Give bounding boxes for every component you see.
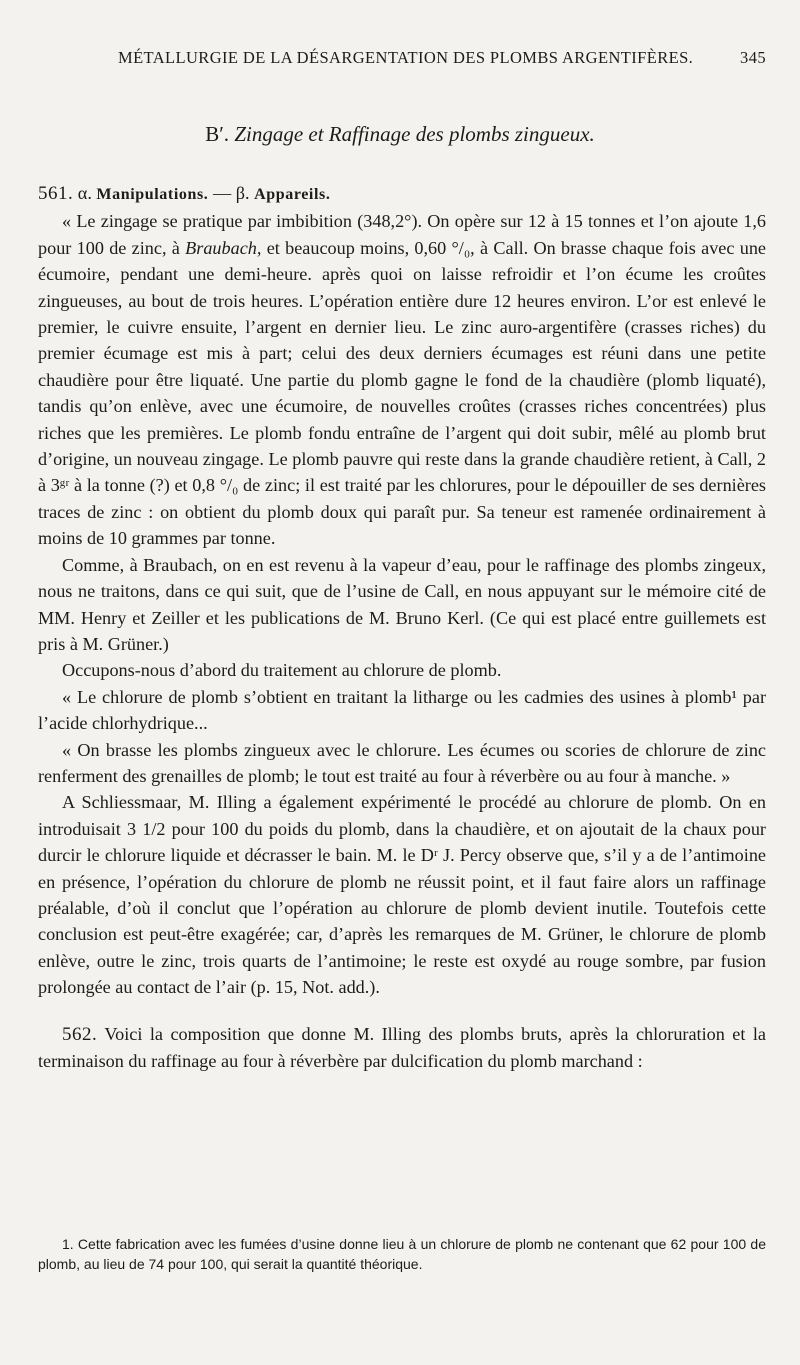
paragraph-text: et beaucoup moins, 0,60 °/₀, à Call. On brasse chaque fois avec une écumoire, pendant une demi-heure. après quoi on laisse refroidir et l’on écume les croûtes zingueuses, au bout de trois heures. L’opération entière dure 12 heures environ. L’or est enlevé le premier, le cuivre ensuite, l’argent en dernier lieu. Le zinc auro-argentifère (crasses riches) du premier écumage est mis à part; celui des deux derniers écumages est réuni dans une petite chaudière pour être liquaté. Une partie du plomb gagne le fond de la chaudière (plomb liquaté), tandis qu’on enlève, avec une écumoire, de nouvelles croûtes (crasses riches concentrées) plus riches que les premières. Le plomb fondu entraîne de l’argent qui doit subir, mêlé au plomb brut d’origine, un nouveau zingage. Le plomb pauvre qui reste dans la grande chaudière retient, à Call, 2 à 3ᵍʳ à la tonne (?) et 0,8 °/₀ de zinc; il est traité par les chlorures, pour le dépouiller de ses dernières traces de zinc : on obtient du plomb doux qui paraît pur. Sa teneur est ramenée ordinairement à moins de 10 grammes par tonne. — [38, 237, 766, 549]
paragraph-number: 561. — [38, 183, 74, 204]
section-letter: B′. — [205, 122, 230, 146]
subheading-manipulations: Manipulations. — [96, 186, 209, 203]
paragraph-561-heading — [38, 180, 766, 208]
paragraph-number: 562. — [62, 1023, 98, 1045]
paragraph-562 — [38, 1021, 766, 1075]
paragraph-zingage — [38, 208, 766, 551]
paragraph-schliessmaar: A Schliessmaar, M. Illing a également expérimenté le procédé au chlorure de plomb. On en introduisait 3 1/2 pour 100 du poids du plomb, dans la chaudière, et on ajoutait de la chaux pour durcir le chlorure liquide et décrasser le bain. M. le Dʳ J. Percy observe que, s’il y a de l’antimoine en présence, l’opération du chlorure de plomb ne réussit point, et il faut faire alors un raffinage préalable, d’où il conclut que l’opération au chlorure de plomb devient inutile. Toutefois cette conclusion est peut-être exagérée; car, d’après les remarques de M. Grüner, le chlorure de plomb enlève, outre le zinc, trois quarts de l’antimoine; le reste est oxydé au rouge sombre, par fusion prolongée au contact de l’air (p. 15, Not. add.). — [38, 792, 766, 998]
body-text — [38, 180, 766, 1074]
paragraph-chlorure: Occupons-nous d’abord du traitement au chlorure de plomb. — [62, 660, 502, 681]
heading-dash: — — [212, 183, 232, 203]
running-header — [38, 40, 766, 76]
footnote — [38, 1234, 766, 1274]
section-heading — [0, 122, 800, 147]
footnote-text: 1. Cette fabrication avec les fumées d’usine donne lieu à un chlorure de plomb ne contenant que 62 pour 100 de plomb, au lieu de 74 pour 100, qui serait la quantité théorique. — [38, 1236, 766, 1272]
running-title: MÉTALLURGIE DE LA DÉSARGENTATION DES PLOMBS ARGENTIFÈRES. — [118, 48, 694, 67]
section-title-text: Zingage et Raffinage des plombs zingueux. — [234, 122, 595, 146]
paragraph-braubach: Comme, à Braubach, on en est revenu à la vapeur d’eau, pour le raffinage des plombs zingeux, nous ne traitons, dans ce qui suit, que de l’usine de Call, en nous appuyant sur le mémoire cité de MM. Henry et Zeiller et les publications de M. Bruno Kerl. (Ce qui est placé entre guillemets est pris à M. Grüner.) — [38, 554, 766, 654]
paragraph-text: Voici la composition que donne M. Illing des plombs bruts, après la chloruration et la terminaison du raffinage au four à réverbère par dulcification du plomb marchand : — [38, 1023, 766, 1071]
paragraph-text: « Le zingage se pratique par imbibition (348,2°). On opère sur 12 à 15 tonnes et l’on ajoute 1,6 pour 100 de zinc, à — [38, 211, 766, 258]
page-number: 345 — [740, 48, 766, 67]
beta-marker: β. — [235, 183, 250, 203]
alpha-marker: α. — [77, 183, 92, 203]
subheading-appareils: Appareils. — [254, 186, 331, 203]
paragraph-quote-brasse: « On brasse les plombs zingueux avec le chlorure. Les écumes ou scories de chlorure de zinc renferment des grenailles de plomb; le tout est traité au four à réverbère ou au four à manche. » — [38, 739, 766, 786]
paragraph-quote-chlorure: « Le chlorure de plomb s’obtient en traitant la litharge ou les cadmies des usines à plomb¹ par l’acide chlorhydrique... — [38, 686, 766, 734]
place-braubach: Braubach, — [185, 237, 262, 258]
